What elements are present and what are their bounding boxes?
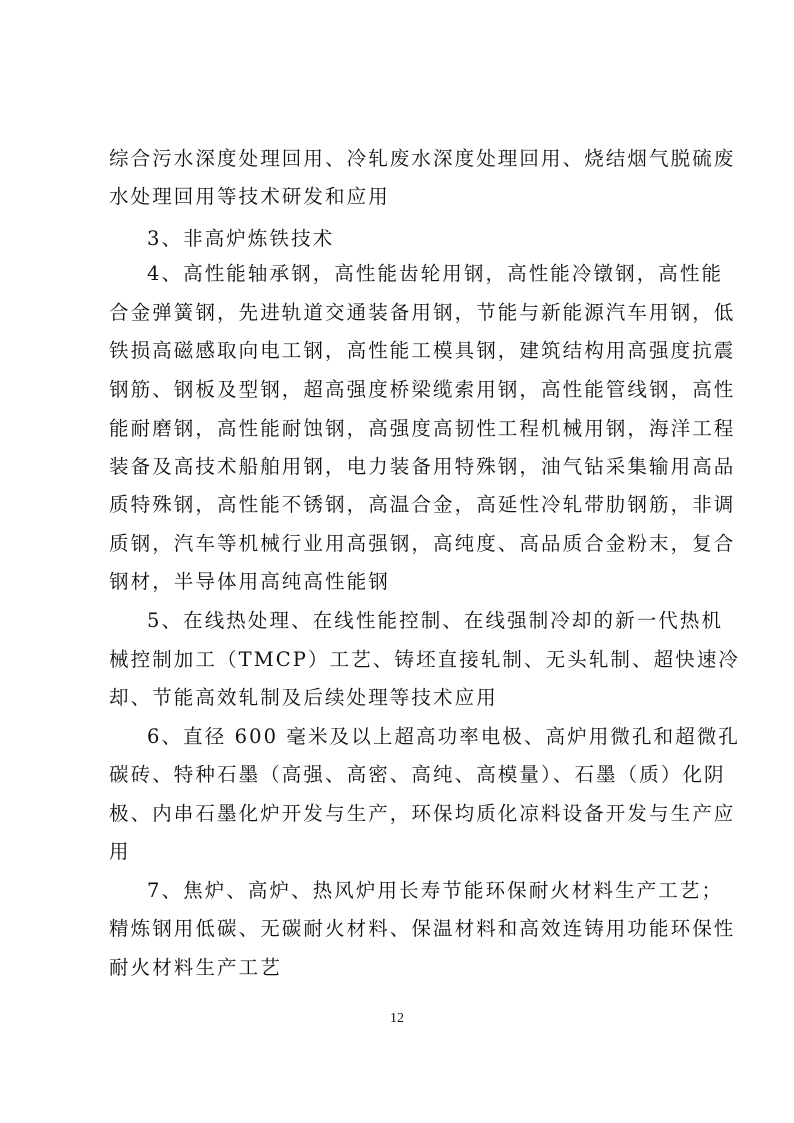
text-line: 极、内串石墨化炉开发与生产，环保均质化凉料设备开发与生产应: [109, 802, 736, 825]
list-item-heading: 4、高性能轴承钢，高性能齿轮用钢，高性能冷镦钢，高性能: [147, 262, 724, 285]
text-line: 综合污水深度处理回用、冷轧废水深度处理回用、烧结烟气脱硫废: [109, 147, 736, 170]
text-line: 钢筋、钢板及型钢，超高强度桥梁缆索用钢，高性能管线钢，高性: [109, 378, 736, 401]
text-line: 能耐磨钢，高性能耐蚀钢，高强度高韧性工程机械用钢，海洋工程: [109, 417, 736, 440]
text-line: 合金弹簧钢，先进轨道交通装备用钢，节能与新能源汽车用钢，低: [109, 301, 736, 324]
list-item-heading: 6、直径 600 毫米及以上超高功率电极、高炉用微孔和超微孔: [147, 725, 741, 748]
text-line: 水处理回用等技术研发和应用: [109, 185, 390, 208]
text-line: 装备及高技术船舶用钢，电力装备用特殊钢，油气钻采集输用高品: [109, 455, 736, 478]
text-line: 耐火材料生产工艺: [109, 956, 282, 979]
text-line: 用: [109, 840, 131, 863]
text-line: 械控制加工（TMCP）工艺、铸坯直接轧制、无头轧制、超快速冷: [109, 648, 741, 671]
text-line: 质钢，汽车等机械行业用高强钢，高纯度、高品质合金粉末，复合: [109, 532, 736, 555]
list-item-heading: 5、在线热处理、在线性能控制、在线强制冷却的新一代热机: [147, 609, 724, 632]
text-line: 精炼钢用低碳、无碳耐火材料、保温材料和高效连铸用功能环保性: [109, 917, 736, 940]
text-line: 铁损高磁感取向电工钢，高性能工模具钢，建筑结构用高强度抗震: [109, 339, 736, 362]
page-number: 12: [390, 1011, 404, 1026]
text-line: 钢材，半导体用高纯高性能钢: [109, 570, 390, 593]
text-line: 碳砖、特种石墨（高强、高密、高纯、高模量）、石墨（质）化阴: [109, 763, 726, 786]
list-item-heading: 3、非高炉炼铁技术: [147, 227, 335, 250]
text-line: 却、节能高效轧制及后续处理等技术应用: [109, 686, 498, 709]
list-item-heading: 7、焦炉、高炉、热风炉用长寿节能环保耐火材料生产工艺；: [147, 879, 724, 902]
text-line: 质特殊钢，高性能不锈钢，高温合金，高延性冷轧带肋钢筋，非调: [109, 493, 736, 516]
